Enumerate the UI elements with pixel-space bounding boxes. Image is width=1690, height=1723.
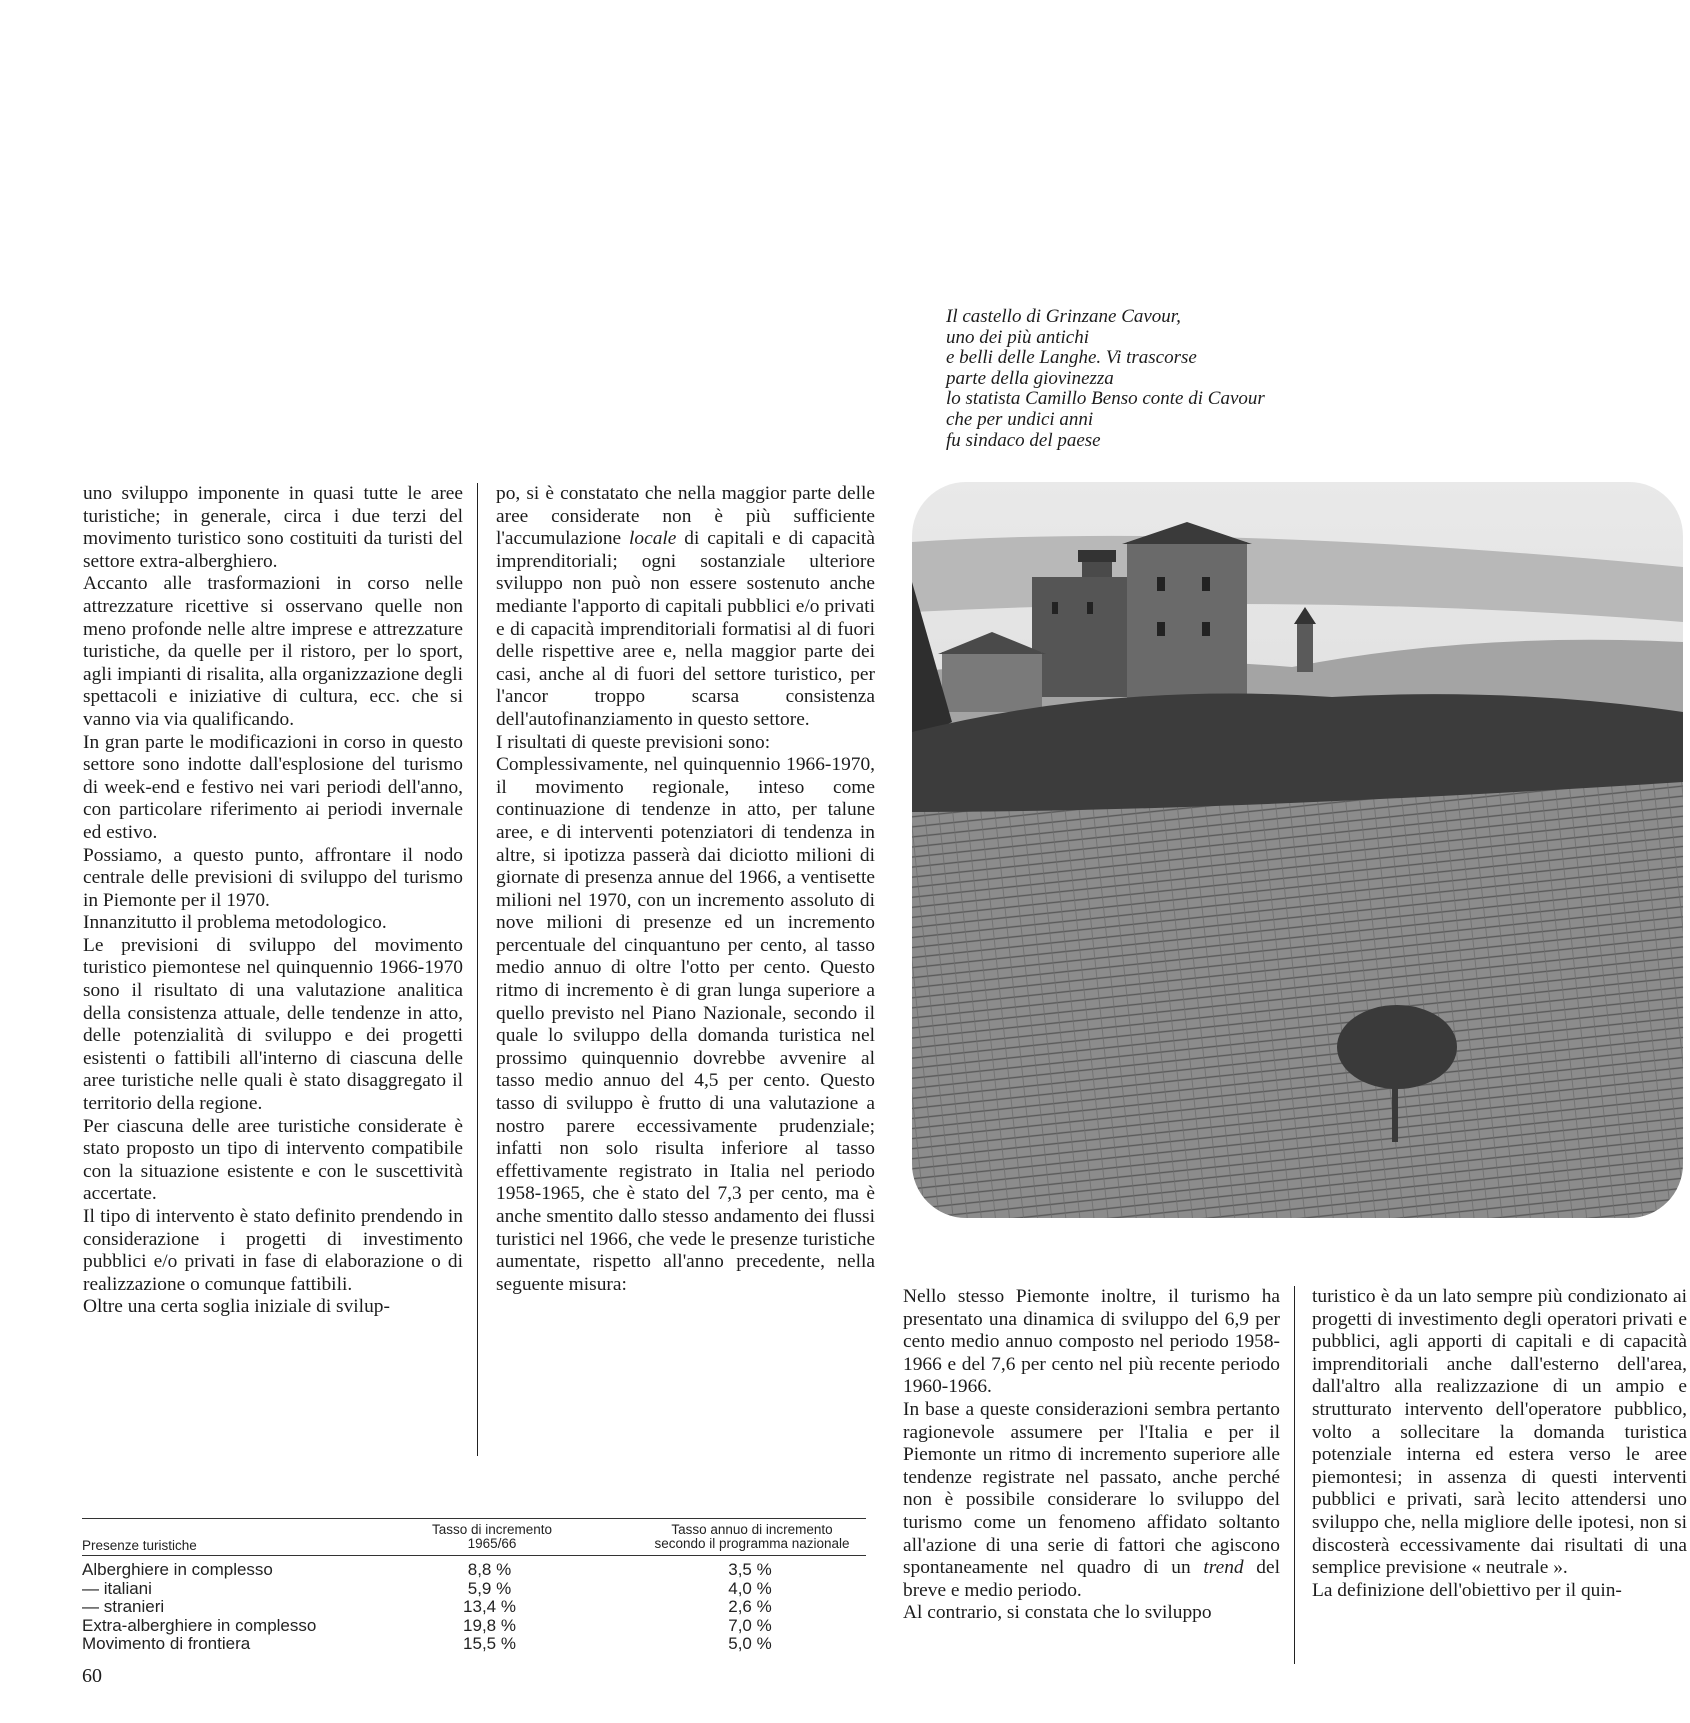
header-line: 1965/66 xyxy=(467,1536,517,1551)
table-header-cell xyxy=(412,1523,572,1551)
table-body xyxy=(82,1556,866,1654)
castle-photo xyxy=(912,482,1683,1218)
castle-photo-image xyxy=(912,482,1683,1218)
paragraph: Possiamo, a questo punto, affrontare il nodo centrale delle previsioni di sviluppo del turismo in Piemonte per il 1970. xyxy=(83,844,463,911)
header-line: Tasso annuo di incremento xyxy=(671,1522,833,1537)
row-value: 3,5 % xyxy=(728,1560,772,1579)
table-header-cell xyxy=(637,1523,867,1551)
table-row xyxy=(82,1635,866,1654)
header-line: secondo il programma nazionale xyxy=(654,1536,850,1551)
caption-line: lo statista Camillo Benso conte di Cavour xyxy=(946,388,1265,410)
caption-line: uno dei più antichi xyxy=(946,326,1090,348)
row-value: 13,4 % xyxy=(463,1597,516,1616)
paragraph: In gran parte le modificazioni in corso in questo settore sono indotte dall'esplosione del turismo di week-end e festivo nei vari periodi dell'anno, con particolare riferimento ai periodi invernale ed estivo. xyxy=(83,731,463,843)
text-column-2 xyxy=(496,483,875,1296)
row-label: Alberghiere in complesso xyxy=(82,1560,273,1579)
table-header-cell: Presenze turistiche xyxy=(82,1538,197,1553)
row-value: 5,9 % xyxy=(467,1578,512,1598)
caption-line: e belli delle Langhe. Vi trascorse xyxy=(946,347,1197,369)
table-row xyxy=(82,1580,866,1599)
row-value: 4,0 % xyxy=(728,1578,772,1598)
row-value: 19,8 % xyxy=(463,1615,516,1635)
paragraph: Oltre una certa soglia iniziale di svilup- xyxy=(83,1296,390,1318)
photo-caption xyxy=(946,307,1366,451)
paragraph: Nello stesso Piemonte inoltre, il turismo ha presentato una dinamica di sviluppo del 6,9 per cento medio annuo composto nel periodo 1958-1966 e del 7,6 per cento nel più recente periodo 1960-1966. xyxy=(903,1286,1280,1398)
table-row xyxy=(82,1561,866,1580)
column-rule xyxy=(477,483,478,1456)
paragraph xyxy=(496,483,875,732)
paragraph: Accanto alle trasformazioni in corso nelle attrezzature ricettive si osservano quelle non meno profonde nelle altre imprese e attrezzature turistiche, da quelle per il ristoro, per lo sport, agli impianti di risalita, alla organizzazione degli spettacoli e iniziative di cultura, ecc. che si vanno via via qualificando. xyxy=(83,573,463,730)
text-column-4 xyxy=(1312,1286,1687,1602)
table-row xyxy=(82,1598,866,1617)
paragraph-text: po, si è constatato che nella maggior parte delle aree considerate non è più sufficiente l'accumulazione xyxy=(496,483,875,550)
paragraph: Per ciascuna delle aree turistiche considerate è stato proposto un tipo di intervento compatibile con la situazione esistente e con le suscettività accertate. xyxy=(83,1115,463,1205)
header-line: Tasso di incremento xyxy=(431,1522,553,1537)
row-value: 2,6 % xyxy=(728,1597,772,1616)
row-label: — italiani xyxy=(82,1578,152,1598)
row-value: 8,8 % xyxy=(467,1560,512,1579)
paragraph: turistico è da un lato sempre più condizionato ai progetti di investimento degli operatori privati e pubblici, agli apporti di capitali e di capacità imprenditoriali anche dall'esterno dell'area, dall'altro alla realizzazione di un ampio e strutturato intervento dell'operatore pubblico, volto a sollecitare la domanda turistica potenziale interna ed estera verso le aree piemontesi; in assenza di questi interventi pubblici e privati, sarà lecito attendersi uno sviluppo che, nella migliore delle ipotesi, non si discosterà eccessivamente dai risultati di una semplice previsione « neutrale ». xyxy=(1312,1286,1687,1579)
table-row xyxy=(82,1617,866,1636)
paragraph: Il tipo di intervento è stato definito prendendo in considerazione i progetti di investimento pubblici e/o privati in fase di elaborazione o di realizzazione o comunque fattibili. xyxy=(83,1206,463,1295)
caption-line: parte della giovinezza xyxy=(946,367,1114,389)
caption-line: fu sindaco del paese xyxy=(946,429,1101,451)
row-value: 7,0 % xyxy=(728,1615,772,1635)
text-column-3 xyxy=(903,1286,1280,1625)
paragraph: Complessivamente, nel quinquennio 1966-1970, il movimento regionale, inteso come continuazione di tendenze in atto, per talune aree, e di interventi potenziatori di tendenza in altre, si ipotizza passerà dai diciotto milioni di giornate di presenza annue del 1966, a ventisette milioni nel 1970, con un incremento assoluto di nove milioni di presenze ed un incremento percentuale del cinquantuno per cento, al tasso medio annuo di oltre l'otto per cento. Questo ritmo di incremento è di gran lunga superiore a quello previsto nel Piano Nazionale, secondo il quale lo sviluppo della domanda turistica nel prossimo quinquennio dovrebbe avvenire al tasso medio annuo del 4,5 per cento. Questo tasso di sviluppo è frutto di una valutazione a nostro parere eccessivamente prudenziale; infatti non solo risulta inferiore al tasso effettivamente registrato in Italia nel periodo 1958-1965, che è stato del 7,3 per cento, ma è anche smentito dallo stesso andamento dei flussi turistici nel 1966, che vede le presenze turistiche aumentate, rispetto all'anno precedente, nella seguente misura: xyxy=(496,754,875,1295)
paragraph: Al contrario, si constata che lo sviluppo xyxy=(903,1602,1212,1624)
paragraph: uno sviluppo imponente in quasi tutte le aree turistiche; in generale, circa i due terzi del movimento turistico sono costituiti da turisti del settore extra-alberghiero. xyxy=(83,483,463,572)
paragraph: Le previsioni di sviluppo del movimento turistico piemontese nel quinquennio 1966-1970 sono il risultato di una valutazione analitica della consistenza attuale, delle tendenze in atto, delle potenzialità di sviluppo e dei progetti esistenti o fattibili all'interno di ciascuna delle aree turistiche nelle quali è stato disaggregato il territorio della regione. xyxy=(83,934,463,1115)
caption-line: che per undici anni xyxy=(946,408,1094,430)
paragraph-text: di capitali e di capacità imprenditoriali; ogni sostanziale ulteriore sviluppo non può non essere sostenuto anche mediante l'apporto di capitali pubblici e/o privati e di capacità imprenditoriali formatisi al di fuori delle rispettive aree e, nella maggior parte dei casi, anche al di fuori del settore turistico, per l'ancor troppo scarsa consistenza dell'autofinanziamento in questo settore. xyxy=(496,528,875,730)
row-value: 5,0 % xyxy=(728,1634,772,1653)
tourism-growth-table xyxy=(82,1518,866,1654)
caption-line: Il castello di Grinzane Cavour, xyxy=(946,306,1181,327)
paragraph-text: del breve e medio periodo. xyxy=(903,1557,1280,1601)
paragraph: I risultati di queste previsioni sono: xyxy=(496,731,771,753)
emphasis-text: trend xyxy=(1203,1557,1244,1579)
row-label: Extra-alberghiere in complesso xyxy=(82,1615,317,1635)
row-label: — stranieri xyxy=(82,1597,165,1616)
paragraph: Innanzitutto il problema metodologico. xyxy=(83,912,387,934)
paragraph xyxy=(903,1399,1280,1602)
emphasis-text: locale xyxy=(629,528,677,550)
table-header xyxy=(82,1518,866,1556)
column-rule xyxy=(1294,1286,1295,1664)
row-value: 15,5 % xyxy=(463,1634,516,1653)
row-label: Movimento di frontiera xyxy=(82,1634,251,1653)
text-column-1 xyxy=(83,483,463,1319)
paragraph-text: In base a queste considerazioni sembra pertanto ragionevole assumere per l'Italia e per il Piemonte un ritmo di incremento superiore alle tendenze registrate nel passato, anche perché non è possibile considerare lo sviluppo del turismo come un fenomeno affidato soltanto all'azione di una serie di fattori che agiscono spontaneamente nel quadro di un xyxy=(903,1398,1280,1579)
paragraph: La definizione dell'obiettivo per il quin- xyxy=(1312,1579,1622,1601)
page-number: 60 xyxy=(82,1665,102,1687)
